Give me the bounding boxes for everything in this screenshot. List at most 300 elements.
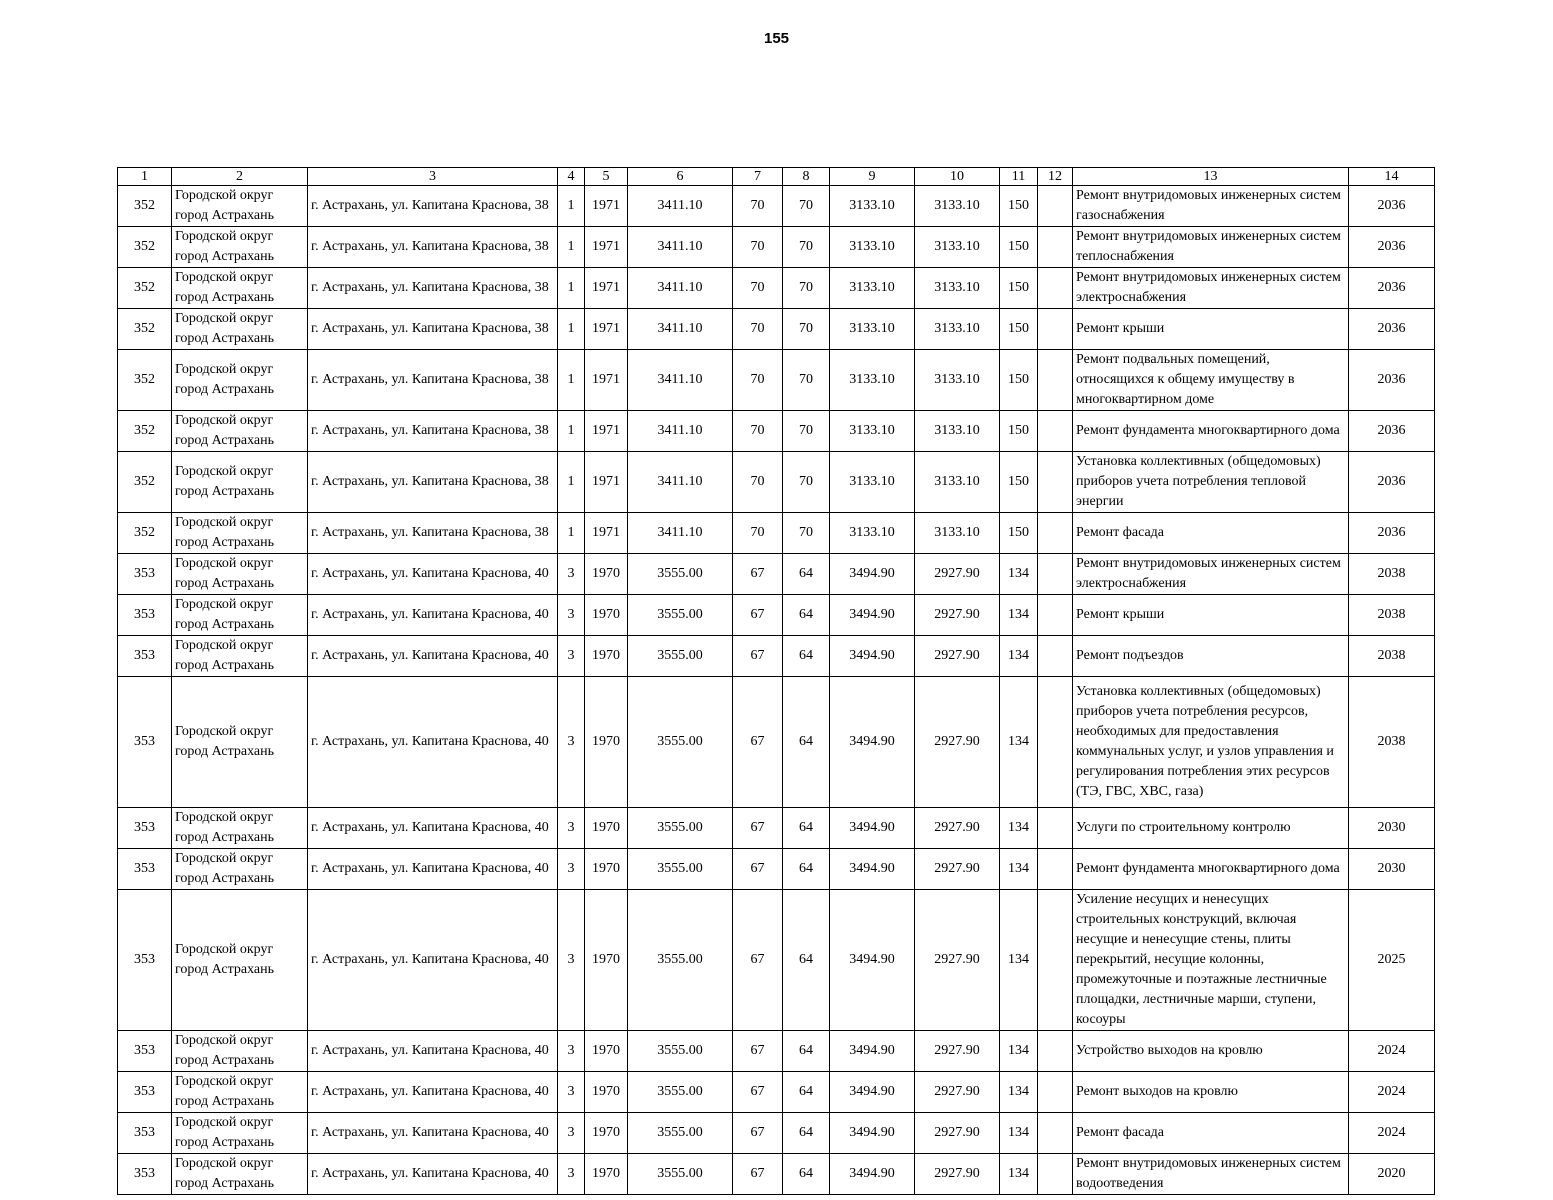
col4-cell: 1 bbox=[558, 411, 585, 452]
table-row bbox=[118, 1031, 1435, 1072]
address-cell: г. Астрахань, ул. Капитана Краснова, 38 bbox=[308, 227, 558, 268]
municipality-cell: Городской округ город Астрахань bbox=[172, 227, 308, 268]
col10-cell: 3133.10 bbox=[915, 452, 1000, 513]
col7-cell: 67 bbox=[733, 890, 783, 1031]
year-built-cell: 1970 bbox=[585, 1154, 628, 1195]
municipality-cell: Городской округ город Астрахань bbox=[172, 1154, 308, 1195]
col7-cell: 70 bbox=[733, 452, 783, 513]
table-row bbox=[118, 808, 1435, 849]
col12-cell bbox=[1038, 808, 1073, 849]
col10-cell: 2927.90 bbox=[915, 595, 1000, 636]
col9-cell: 3494.90 bbox=[830, 849, 915, 890]
col7-cell: 70 bbox=[733, 309, 783, 350]
col6-cell: 3411.10 bbox=[628, 411, 733, 452]
col4-cell: 3 bbox=[558, 1154, 585, 1195]
planned-year-cell: 2036 bbox=[1349, 350, 1435, 411]
table-row bbox=[118, 1072, 1435, 1113]
row-number-cell: 352 bbox=[118, 227, 172, 268]
col12-cell bbox=[1038, 452, 1073, 513]
col8-cell: 64 bbox=[783, 595, 830, 636]
col4-cell: 3 bbox=[558, 677, 585, 808]
address-cell: г. Астрахань, ул. Капитана Краснова, 38 bbox=[308, 452, 558, 513]
col4-cell: 1 bbox=[558, 186, 585, 227]
table-row bbox=[118, 411, 1435, 452]
col9-cell: 3133.10 bbox=[830, 452, 915, 513]
col4-cell: 3 bbox=[558, 1113, 585, 1154]
col9-cell: 3494.90 bbox=[830, 554, 915, 595]
planned-year-cell: 2036 bbox=[1349, 186, 1435, 227]
address-cell: г. Астрахань, ул. Капитана Краснова, 40 bbox=[308, 595, 558, 636]
planned-year-cell: 2036 bbox=[1349, 268, 1435, 309]
col8-cell: 70 bbox=[783, 268, 830, 309]
year-built-cell: 1970 bbox=[585, 890, 628, 1031]
col-header-12: 12 bbox=[1038, 168, 1073, 186]
col9-cell: 3494.90 bbox=[830, 808, 915, 849]
row-number-cell: 353 bbox=[118, 1031, 172, 1072]
col7-cell: 70 bbox=[733, 350, 783, 411]
table-row bbox=[118, 595, 1435, 636]
col8-cell: 70 bbox=[783, 411, 830, 452]
municipality-cell: Городской округ город Астрахань bbox=[172, 411, 308, 452]
planned-year-cell: 2038 bbox=[1349, 677, 1435, 808]
planned-year-cell: 2020 bbox=[1349, 1154, 1435, 1195]
year-built-cell: 1970 bbox=[585, 554, 628, 595]
year-built-cell: 1970 bbox=[585, 677, 628, 808]
planned-year-cell: 2038 bbox=[1349, 554, 1435, 595]
col11-cell: 150 bbox=[1000, 309, 1038, 350]
col7-cell: 67 bbox=[733, 595, 783, 636]
col6-cell: 3555.00 bbox=[628, 554, 733, 595]
col9-cell: 3133.10 bbox=[830, 268, 915, 309]
col10-cell: 2927.90 bbox=[915, 1113, 1000, 1154]
col12-cell bbox=[1038, 595, 1073, 636]
col6-cell: 3411.10 bbox=[628, 513, 733, 554]
col8-cell: 64 bbox=[783, 554, 830, 595]
col11-cell: 134 bbox=[1000, 554, 1038, 595]
municipality-cell: Городской округ город Астрахань bbox=[172, 268, 308, 309]
municipality-cell: Городской округ город Астрахань bbox=[172, 808, 308, 849]
col-header-7: 7 bbox=[733, 168, 783, 186]
municipality-cell: Городской округ город Астрахань bbox=[172, 309, 308, 350]
row-number-cell: 353 bbox=[118, 890, 172, 1031]
col-header-13: 13 bbox=[1073, 168, 1349, 186]
address-cell: г. Астрахань, ул. Капитана Краснова, 38 bbox=[308, 186, 558, 227]
table-row bbox=[118, 1113, 1435, 1154]
col7-cell: 70 bbox=[733, 227, 783, 268]
col9-cell: 3133.10 bbox=[830, 227, 915, 268]
col7-cell: 67 bbox=[733, 1113, 783, 1154]
col12-cell bbox=[1038, 849, 1073, 890]
address-cell: г. Астрахань, ул. Капитана Краснова, 40 bbox=[308, 636, 558, 677]
col8-cell: 64 bbox=[783, 636, 830, 677]
address-cell: г. Астрахань, ул. Капитана Краснова, 38 bbox=[308, 268, 558, 309]
row-number-cell: 353 bbox=[118, 808, 172, 849]
year-built-cell: 1970 bbox=[585, 1113, 628, 1154]
col4-cell: 1 bbox=[558, 452, 585, 513]
col12-cell bbox=[1038, 1072, 1073, 1113]
address-cell: г. Астрахань, ул. Капитана Краснова, 40 bbox=[308, 1113, 558, 1154]
col8-cell: 64 bbox=[783, 890, 830, 1031]
municipality-cell: Городской округ город Астрахань bbox=[172, 636, 308, 677]
col8-cell: 64 bbox=[783, 808, 830, 849]
col-header-2: 2 bbox=[172, 168, 308, 186]
col6-cell: 3555.00 bbox=[628, 1113, 733, 1154]
col6-cell: 3411.10 bbox=[628, 186, 733, 227]
col10-cell: 3133.10 bbox=[915, 227, 1000, 268]
col8-cell: 70 bbox=[783, 309, 830, 350]
row-number-cell: 353 bbox=[118, 636, 172, 677]
col7-cell: 67 bbox=[733, 1072, 783, 1113]
address-cell: г. Астрахань, ул. Капитана Краснова, 40 bbox=[308, 1154, 558, 1195]
planned-year-cell: 2030 bbox=[1349, 808, 1435, 849]
address-cell: г. Астрахань, ул. Капитана Краснова, 38 bbox=[308, 411, 558, 452]
col9-cell: 3133.10 bbox=[830, 411, 915, 452]
year-built-cell: 1971 bbox=[585, 186, 628, 227]
col12-cell bbox=[1038, 554, 1073, 595]
col-header-6: 6 bbox=[628, 168, 733, 186]
col6-cell: 3555.00 bbox=[628, 677, 733, 808]
col9-cell: 3133.10 bbox=[830, 309, 915, 350]
col4-cell: 1 bbox=[558, 268, 585, 309]
year-built-cell: 1970 bbox=[585, 808, 628, 849]
col10-cell: 2927.90 bbox=[915, 1154, 1000, 1195]
row-number-cell: 353 bbox=[118, 1113, 172, 1154]
table-row bbox=[118, 452, 1435, 513]
planned-year-cell: 2036 bbox=[1349, 513, 1435, 554]
col11-cell: 134 bbox=[1000, 595, 1038, 636]
work-type-cell: Ремонт внутридомовых инженерных систем газоснабжения bbox=[1073, 186, 1349, 227]
work-type-cell: Устройство выходов на кровлю bbox=[1073, 1031, 1349, 1072]
col10-cell: 3133.10 bbox=[915, 309, 1000, 350]
col9-cell: 3494.90 bbox=[830, 677, 915, 808]
col-header-1: 1 bbox=[118, 168, 172, 186]
col-header-9: 9 bbox=[830, 168, 915, 186]
col6-cell: 3411.10 bbox=[628, 350, 733, 411]
col7-cell: 67 bbox=[733, 808, 783, 849]
work-type-cell: Ремонт подвальных помещений, относящихся к общему имуществу в многоквартирном доме bbox=[1073, 350, 1349, 411]
table-row bbox=[118, 890, 1435, 1031]
col12-cell bbox=[1038, 309, 1073, 350]
col10-cell: 3133.10 bbox=[915, 268, 1000, 309]
table-row bbox=[118, 1154, 1435, 1195]
col7-cell: 67 bbox=[733, 554, 783, 595]
col-header-4: 4 bbox=[558, 168, 585, 186]
col4-cell: 1 bbox=[558, 227, 585, 268]
col6-cell: 3555.00 bbox=[628, 849, 733, 890]
municipality-cell: Городской округ город Астрахань bbox=[172, 890, 308, 1031]
year-built-cell: 1970 bbox=[585, 595, 628, 636]
municipality-cell: Городской округ город Астрахань bbox=[172, 350, 308, 411]
planned-year-cell: 2024 bbox=[1349, 1072, 1435, 1113]
row-number-cell: 353 bbox=[118, 1072, 172, 1113]
col4-cell: 3 bbox=[558, 849, 585, 890]
municipality-cell: Городской округ город Астрахань bbox=[172, 595, 308, 636]
planned-year-cell: 2030 bbox=[1349, 849, 1435, 890]
col12-cell bbox=[1038, 350, 1073, 411]
col10-cell: 2927.90 bbox=[915, 890, 1000, 1031]
municipality-cell: Городской округ город Астрахань bbox=[172, 1113, 308, 1154]
col7-cell: 67 bbox=[733, 677, 783, 808]
work-type-cell: Ремонт выходов на кровлю bbox=[1073, 1072, 1349, 1113]
address-cell: г. Астрахань, ул. Капитана Краснова, 40 bbox=[308, 1072, 558, 1113]
col10-cell: 3133.10 bbox=[915, 513, 1000, 554]
municipality-cell: Городской округ город Астрахань bbox=[172, 849, 308, 890]
col9-cell: 3494.90 bbox=[830, 890, 915, 1031]
capital-repair-table bbox=[117, 167, 1435, 1195]
col6-cell: 3555.00 bbox=[628, 890, 733, 1031]
col4-cell: 1 bbox=[558, 309, 585, 350]
col6-cell: 3555.00 bbox=[628, 636, 733, 677]
col9-cell: 3494.90 bbox=[830, 1154, 915, 1195]
col-header-10: 10 bbox=[915, 168, 1000, 186]
col12-cell bbox=[1038, 513, 1073, 554]
page-number: 155 bbox=[763, 30, 790, 47]
address-cell: г. Астрахань, ул. Капитана Краснова, 40 bbox=[308, 849, 558, 890]
col11-cell: 134 bbox=[1000, 1154, 1038, 1195]
col8-cell: 70 bbox=[783, 350, 830, 411]
col10-cell: 2927.90 bbox=[915, 677, 1000, 808]
col11-cell: 134 bbox=[1000, 636, 1038, 677]
col11-cell: 150 bbox=[1000, 452, 1038, 513]
col9-cell: 3133.10 bbox=[830, 350, 915, 411]
col6-cell: 3555.00 bbox=[628, 808, 733, 849]
table-row bbox=[118, 636, 1435, 677]
col11-cell: 134 bbox=[1000, 890, 1038, 1031]
row-number-cell: 352 bbox=[118, 268, 172, 309]
work-type-cell: Ремонт внутридомовых инженерных систем водоотведения bbox=[1073, 1154, 1349, 1195]
column-number-row bbox=[118, 168, 1435, 186]
col8-cell: 70 bbox=[783, 452, 830, 513]
work-type-cell: Ремонт крыши bbox=[1073, 309, 1349, 350]
col10-cell: 2927.90 bbox=[915, 554, 1000, 595]
col4-cell: 3 bbox=[558, 554, 585, 595]
col9-cell: 3133.10 bbox=[830, 186, 915, 227]
col12-cell bbox=[1038, 1031, 1073, 1072]
col9-cell: 3494.90 bbox=[830, 1031, 915, 1072]
table-row bbox=[118, 227, 1435, 268]
col6-cell: 3411.10 bbox=[628, 309, 733, 350]
row-number-cell: 352 bbox=[118, 513, 172, 554]
table-row bbox=[118, 849, 1435, 890]
address-cell: г. Астрахань, ул. Капитана Краснова, 38 bbox=[308, 350, 558, 411]
row-number-cell: 353 bbox=[118, 595, 172, 636]
col10-cell: 3133.10 bbox=[915, 186, 1000, 227]
year-built-cell: 1971 bbox=[585, 452, 628, 513]
col7-cell: 70 bbox=[733, 411, 783, 452]
year-built-cell: 1970 bbox=[585, 849, 628, 890]
planned-year-cell: 2036 bbox=[1349, 309, 1435, 350]
col4-cell: 3 bbox=[558, 1072, 585, 1113]
col11-cell: 134 bbox=[1000, 808, 1038, 849]
year-built-cell: 1971 bbox=[585, 227, 628, 268]
col6-cell: 3555.00 bbox=[628, 1072, 733, 1113]
col6-cell: 3411.10 bbox=[628, 227, 733, 268]
work-type-cell: Ремонт внутридомовых инженерных систем электроснабжения bbox=[1073, 554, 1349, 595]
planned-year-cell: 2024 bbox=[1349, 1031, 1435, 1072]
address-cell: г. Астрахань, ул. Капитана Краснова, 40 bbox=[308, 554, 558, 595]
work-type-cell: Ремонт внутридомовых инженерных систем теплоснабжения bbox=[1073, 227, 1349, 268]
row-number-cell: 352 bbox=[118, 186, 172, 227]
work-type-cell: Ремонт фасада bbox=[1073, 1113, 1349, 1154]
work-type-cell: Ремонт внутридомовых инженерных систем электроснабжения bbox=[1073, 268, 1349, 309]
municipality-cell: Городской округ город Астрахань bbox=[172, 554, 308, 595]
col7-cell: 67 bbox=[733, 1154, 783, 1195]
col8-cell: 70 bbox=[783, 186, 830, 227]
table-row bbox=[118, 513, 1435, 554]
planned-year-cell: 2036 bbox=[1349, 452, 1435, 513]
col10-cell: 2927.90 bbox=[915, 849, 1000, 890]
row-number-cell: 353 bbox=[118, 849, 172, 890]
col7-cell: 67 bbox=[733, 1031, 783, 1072]
row-number-cell: 352 bbox=[118, 411, 172, 452]
municipality-cell: Городской округ город Астрахань bbox=[172, 677, 308, 808]
work-type-cell: Ремонт фасада bbox=[1073, 513, 1349, 554]
col8-cell: 64 bbox=[783, 1154, 830, 1195]
col8-cell: 64 bbox=[783, 677, 830, 808]
col4-cell: 3 bbox=[558, 1031, 585, 1072]
row-number-cell: 353 bbox=[118, 677, 172, 808]
col10-cell: 3133.10 bbox=[915, 411, 1000, 452]
work-type-cell: Ремонт подъездов bbox=[1073, 636, 1349, 677]
col12-cell bbox=[1038, 890, 1073, 1031]
col7-cell: 67 bbox=[733, 849, 783, 890]
planned-year-cell: 2036 bbox=[1349, 411, 1435, 452]
row-number-cell: 352 bbox=[118, 350, 172, 411]
work-type-cell: Ремонт крыши bbox=[1073, 595, 1349, 636]
table-row bbox=[118, 186, 1435, 227]
col4-cell: 1 bbox=[558, 350, 585, 411]
col9-cell: 3133.10 bbox=[830, 513, 915, 554]
year-built-cell: 1971 bbox=[585, 411, 628, 452]
row-number-cell: 352 bbox=[118, 309, 172, 350]
col11-cell: 134 bbox=[1000, 1072, 1038, 1113]
work-type-cell: Установка коллективных (общедомовых) приборов учета потребления тепловой энергии bbox=[1073, 452, 1349, 513]
col12-cell bbox=[1038, 1113, 1073, 1154]
col12-cell bbox=[1038, 227, 1073, 268]
col12-cell bbox=[1038, 411, 1073, 452]
planned-year-cell: 2038 bbox=[1349, 636, 1435, 677]
address-cell: г. Астрахань, ул. Капитана Краснова, 40 bbox=[308, 890, 558, 1031]
address-cell: г. Астрахань, ул. Капитана Краснова, 40 bbox=[308, 808, 558, 849]
col10-cell: 2927.90 bbox=[915, 808, 1000, 849]
municipality-cell: Городской округ город Астрахань bbox=[172, 186, 308, 227]
row-number-cell: 352 bbox=[118, 452, 172, 513]
col11-cell: 134 bbox=[1000, 1113, 1038, 1154]
address-cell: г. Астрахань, ул. Капитана Краснова, 38 bbox=[308, 309, 558, 350]
year-built-cell: 1971 bbox=[585, 268, 628, 309]
col4-cell: 3 bbox=[558, 808, 585, 849]
table-row bbox=[118, 268, 1435, 309]
municipality-cell: Городской округ город Астрахань bbox=[172, 1072, 308, 1113]
col11-cell: 150 bbox=[1000, 513, 1038, 554]
year-built-cell: 1970 bbox=[585, 1031, 628, 1072]
col12-cell bbox=[1038, 677, 1073, 808]
col7-cell: 70 bbox=[733, 513, 783, 554]
col4-cell: 1 bbox=[558, 513, 585, 554]
year-built-cell: 1970 bbox=[585, 636, 628, 677]
col8-cell: 70 bbox=[783, 513, 830, 554]
col12-cell bbox=[1038, 186, 1073, 227]
col11-cell: 134 bbox=[1000, 849, 1038, 890]
col11-cell: 150 bbox=[1000, 186, 1038, 227]
planned-year-cell: 2024 bbox=[1349, 1113, 1435, 1154]
work-type-cell: Услуги по строительному контролю bbox=[1073, 808, 1349, 849]
col8-cell: 64 bbox=[783, 1113, 830, 1154]
col11-cell: 150 bbox=[1000, 350, 1038, 411]
col4-cell: 3 bbox=[558, 890, 585, 1031]
col-header-14: 14 bbox=[1349, 168, 1435, 186]
col6-cell: 3555.00 bbox=[628, 595, 733, 636]
col-header-5: 5 bbox=[585, 168, 628, 186]
col-header-8: 8 bbox=[783, 168, 830, 186]
year-built-cell: 1971 bbox=[585, 350, 628, 411]
planned-year-cell: 2025 bbox=[1349, 890, 1435, 1031]
col11-cell: 150 bbox=[1000, 268, 1038, 309]
table-row bbox=[118, 677, 1435, 808]
work-type-cell: Усиление несущих и ненесущих строительных конструкций, включая несущие и ненесущие стены, плиты перекрытий, несущие колонны, промежуточные и поэтажные лестничные площадки, лестничные марши, ступени, косоуры bbox=[1073, 890, 1349, 1031]
col8-cell: 70 bbox=[783, 227, 830, 268]
col12-cell bbox=[1038, 1154, 1073, 1195]
work-type-cell: Установка коллективных (общедомовых) приборов учета потребления ресурсов, необходимых для предоставления коммунальных услуг, и узлов управления и регулирования потребления этих ресурсов (ТЭ, ГВС, ХВС, газа) bbox=[1073, 677, 1349, 808]
col10-cell: 2927.90 bbox=[915, 1072, 1000, 1113]
col8-cell: 64 bbox=[783, 849, 830, 890]
col11-cell: 134 bbox=[1000, 677, 1038, 808]
col11-cell: 134 bbox=[1000, 1031, 1038, 1072]
planned-year-cell: 2036 bbox=[1349, 227, 1435, 268]
col7-cell: 67 bbox=[733, 636, 783, 677]
table-row bbox=[118, 350, 1435, 411]
col7-cell: 70 bbox=[733, 268, 783, 309]
col7-cell: 70 bbox=[733, 186, 783, 227]
year-built-cell: 1971 bbox=[585, 513, 628, 554]
col-header-11: 11 bbox=[1000, 168, 1038, 186]
row-number-cell: 353 bbox=[118, 1154, 172, 1195]
year-built-cell: 1970 bbox=[585, 1072, 628, 1113]
table-row bbox=[118, 554, 1435, 595]
col12-cell bbox=[1038, 636, 1073, 677]
table-row bbox=[118, 309, 1435, 350]
col9-cell: 3494.90 bbox=[830, 1113, 915, 1154]
col9-cell: 3494.90 bbox=[830, 595, 915, 636]
col9-cell: 3494.90 bbox=[830, 636, 915, 677]
col4-cell: 3 bbox=[558, 636, 585, 677]
planned-year-cell: 2038 bbox=[1349, 595, 1435, 636]
col11-cell: 150 bbox=[1000, 227, 1038, 268]
col9-cell: 3494.90 bbox=[830, 1072, 915, 1113]
col6-cell: 3555.00 bbox=[628, 1031, 733, 1072]
address-cell: г. Астрахань, ул. Капитана Краснова, 40 bbox=[308, 1031, 558, 1072]
col8-cell: 64 bbox=[783, 1031, 830, 1072]
col11-cell: 150 bbox=[1000, 411, 1038, 452]
municipality-cell: Городской округ город Астрахань bbox=[172, 513, 308, 554]
row-number-cell: 353 bbox=[118, 554, 172, 595]
col10-cell: 3133.10 bbox=[915, 350, 1000, 411]
municipality-cell: Городской округ город Астрахань bbox=[172, 452, 308, 513]
year-built-cell: 1971 bbox=[585, 309, 628, 350]
address-cell: г. Астрахань, ул. Капитана Краснова, 38 bbox=[308, 513, 558, 554]
work-type-cell: Ремонт фундамента многоквартирного дома bbox=[1073, 849, 1349, 890]
col6-cell: 3555.00 bbox=[628, 1154, 733, 1195]
col-header-3: 3 bbox=[308, 168, 558, 186]
col10-cell: 2927.90 bbox=[915, 636, 1000, 677]
col12-cell bbox=[1038, 268, 1073, 309]
municipality-cell: Городской округ город Астрахань bbox=[172, 1031, 308, 1072]
col6-cell: 3411.10 bbox=[628, 268, 733, 309]
col8-cell: 64 bbox=[783, 1072, 830, 1113]
col10-cell: 2927.90 bbox=[915, 1031, 1000, 1072]
col6-cell: 3411.10 bbox=[628, 452, 733, 513]
address-cell: г. Астрахань, ул. Капитана Краснова, 40 bbox=[308, 677, 558, 808]
